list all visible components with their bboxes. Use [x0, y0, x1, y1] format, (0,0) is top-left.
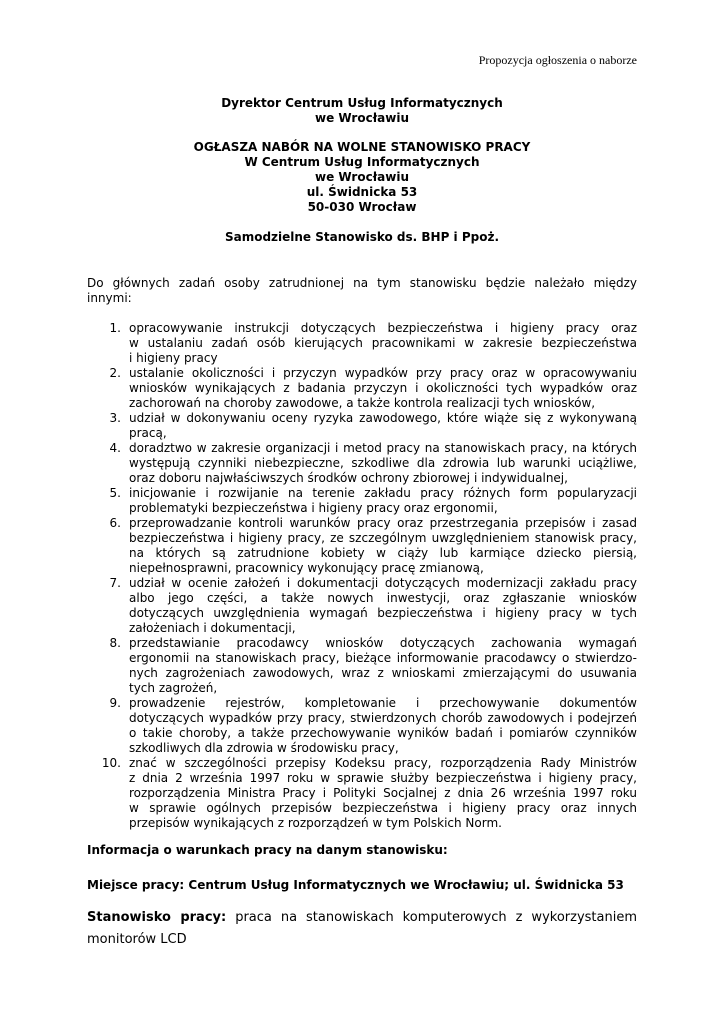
- list-item-line: prowadzenie rejestrów, kompletowanie i przechowywanie dokumentów: [129, 696, 637, 710]
- list-item: [87, 756, 637, 831]
- position-title: [87, 230, 637, 245]
- intro-line: Do głównych zadań osoby zatrudnionej na tym stanowisku będzie należało między: [87, 276, 637, 290]
- list-item-number: 3.: [109, 411, 121, 425]
- list-item-line: dotyczących uwzględnienia wymagań bezpieczeństwa i higieny pracy w tych: [129, 606, 637, 620]
- list-item-line: albo jego części, a także nowych inwestycji, oraz zgłaszanie wniosków: [129, 591, 637, 605]
- list-item-line: udział w ocenie założeń i dokumentacji dotyczących modernizacji zakładu pracy: [129, 576, 637, 590]
- list-item-text: [129, 321, 637, 366]
- list-item-line: przedstawianie pracodawcy wniosków dotyczących zachowania wymagań: [129, 636, 637, 650]
- list-item-line: bezpieczeństwa i higieny pracy, ze szczególnym uwzględnieniem stanowisk pracy,: [129, 531, 637, 545]
- list-item-text: [129, 516, 637, 576]
- list-item-line: pracą,: [129, 426, 167, 440]
- list-item-line: o takie choroby, a także przechowywanie wyników badań i pomiarów czynników: [129, 726, 637, 740]
- director-line: we Wrocławiu: [315, 111, 409, 125]
- announcement-address: ul. Świdnicka 53: [306, 185, 418, 199]
- position-title-text: Samodzielne Stanowisko ds. BHP i Ppoż.: [224, 230, 500, 244]
- list-item-number: 6.: [109, 516, 121, 530]
- list-item-number: 5.: [109, 486, 121, 500]
- list-item: [87, 441, 637, 486]
- list-item-line: nych zagrożeniach zawodowych, wraz z wnioskami zmierzającymi do usuwania: [129, 666, 637, 680]
- list-item-line: niepełnosprawni, pracownicy wykonujący pracę zmianową,: [129, 561, 484, 575]
- announcement-heading: [87, 140, 637, 215]
- announcement-title: OGŁASZA NABÓR NA WOLNE STANOWISKO PRACY: [193, 140, 531, 154]
- list-item-line: tych zagrożeń,: [129, 681, 218, 695]
- list-item-text: [129, 576, 637, 636]
- list-item-line: ustalanie okoliczności i przyczyn wypadków przy pracy oraz w opracowywaniu: [129, 366, 637, 380]
- list-item: [87, 366, 637, 411]
- list-item: [87, 411, 637, 441]
- list-item-line: zachorowań na choroby zawodowe, a także kontrola realizacji tych wniosków,: [129, 396, 596, 410]
- list-item-line: opracowywanie instrukcji dotyczących bezpieczeństwa i higieny pracy oraz: [129, 321, 637, 335]
- list-item-line: występują czynniki niebezpieczne, szkodliwe dla zdrowia lub warunki uciążliwe,: [129, 456, 637, 470]
- list-item-line: i higieny pracy: [129, 351, 218, 365]
- list-item-line: przeprowadzanie kontroli warunków pracy oraz przestrzegania przepisów i zasad: [129, 516, 637, 530]
- list-item-line: w ustalaniu zadań osób kierujących pracownikami w zakresie bezpieczeństwa: [129, 336, 637, 350]
- list-item-text: [129, 486, 637, 516]
- list-item-line: znać w szczególności przepisy Kodeksu pracy, rozporządzenia Rady Ministrów: [129, 756, 637, 770]
- header-note: Propozycja ogłoszenia o naborze: [478, 53, 637, 67]
- list-item: [87, 696, 637, 756]
- duties-list: [87, 321, 637, 831]
- list-item-line: inicjowanie i rozwijanie na terenie zakładu pracy różnych form popularyzacji: [129, 486, 637, 500]
- list-item-line: ergonomii na stanowiskach pracy, bieżące informowanie pracodawcy o stwierdzo-: [129, 651, 637, 665]
- workstation-label: Stanowisko pracy:: [87, 910, 227, 925]
- workplace-label: Miejsce pracy:: [87, 878, 185, 892]
- list-item-line: szkodliwych dla zdrowia w środowisku pracy,: [129, 741, 399, 755]
- list-item: [87, 321, 637, 366]
- list-item-line: przepisów wynikających z rozporządzeń w tym Polskich Norm.: [129, 816, 502, 830]
- list-item-number: 9.: [109, 696, 121, 710]
- list-item-line: doradztwo w zakresie organizacji i metod pracy na stanowiskach pracy, na których: [129, 441, 637, 455]
- conditions-heading-text: Informacja o warunkach pracy na danym stanowisku:: [87, 843, 448, 857]
- list-item-line: rozporządzenia Ministra Pracy i Polityki Socjalnej z dnia 26 września 1997 roku: [129, 786, 637, 800]
- list-item: [87, 636, 637, 696]
- list-item-number: 1.: [109, 321, 121, 335]
- list-item-text: [129, 441, 637, 486]
- list-item-text: [129, 411, 637, 441]
- list-item-line: na których są zatrudnione kobiety w ciąży lub karmiące dziecko piersią,: [129, 546, 637, 560]
- workstation-paragraph: [87, 907, 637, 951]
- list-item-number: 4.: [109, 441, 121, 455]
- workplace-text: [87, 878, 637, 893]
- intro-line: innymi:: [87, 291, 132, 305]
- list-item-line: założeniach i dokumentacji,: [129, 621, 296, 635]
- conditions-heading: [87, 843, 637, 858]
- list-item-line: udział w dokonywaniu oceny ryzyka zawodowego, które wiąże się z wykonywaną: [129, 411, 637, 425]
- intro-paragraph: [87, 276, 637, 306]
- director-line: Dyrektor Centrum Usług Informatycznych: [221, 96, 503, 110]
- list-item: [87, 516, 637, 576]
- list-item-line: w sprawie ogólnych przepisów bezpieczeństwa i higieny pracy oraz innych: [129, 801, 637, 815]
- workstation-value: praca na stanowiskach komputerowych z wykorzystaniem: [235, 910, 637, 925]
- workstation-line: monitorów LCD: [87, 932, 187, 947]
- list-item-line: wniosków wynikających z badania przyczyn i okoliczności tych wypadków oraz: [129, 381, 637, 395]
- list-item-line: problematyki bezpieczeństwa i higieny pracy oraz ergonomii,: [129, 501, 498, 515]
- list-item-number: 7.: [109, 576, 121, 590]
- list-item-number: 8.: [109, 636, 121, 650]
- director-heading: [87, 96, 637, 126]
- list-item-text: [129, 756, 637, 831]
- announcement-line: we Wrocławiu: [315, 170, 409, 184]
- workstation-line: [87, 907, 637, 929]
- list-item-number: 2.: [109, 366, 121, 380]
- list-item-text: [129, 636, 637, 696]
- list-item-line: dotyczących wypadków przy pracy, stwierdzonych chorób zawodowych i podejrzeń: [129, 711, 637, 725]
- list-item-text: [129, 696, 637, 756]
- workplace-value: Centrum Usług Informatycznych we Wrocławiu; ul. Świdnicka 53: [188, 878, 624, 892]
- list-item-number: 10.: [101, 756, 121, 770]
- list-item-line: z dnia 2 września 1997 roku w sprawie służby bezpieczeństwa i higieny pracy,: [129, 771, 637, 785]
- announcement-line: W Centrum Usług Informatycznych: [244, 155, 480, 169]
- announcement-postal-code: 50-030 Wrocław: [307, 200, 417, 214]
- list-item: [87, 486, 637, 516]
- workplace-line: [87, 878, 637, 893]
- list-item-line: oraz doboru najwłaściwszych środków ochrony zbiorowej i indywidualnej,: [129, 471, 568, 485]
- list-item: [87, 576, 637, 636]
- list-item-text: [129, 366, 637, 411]
